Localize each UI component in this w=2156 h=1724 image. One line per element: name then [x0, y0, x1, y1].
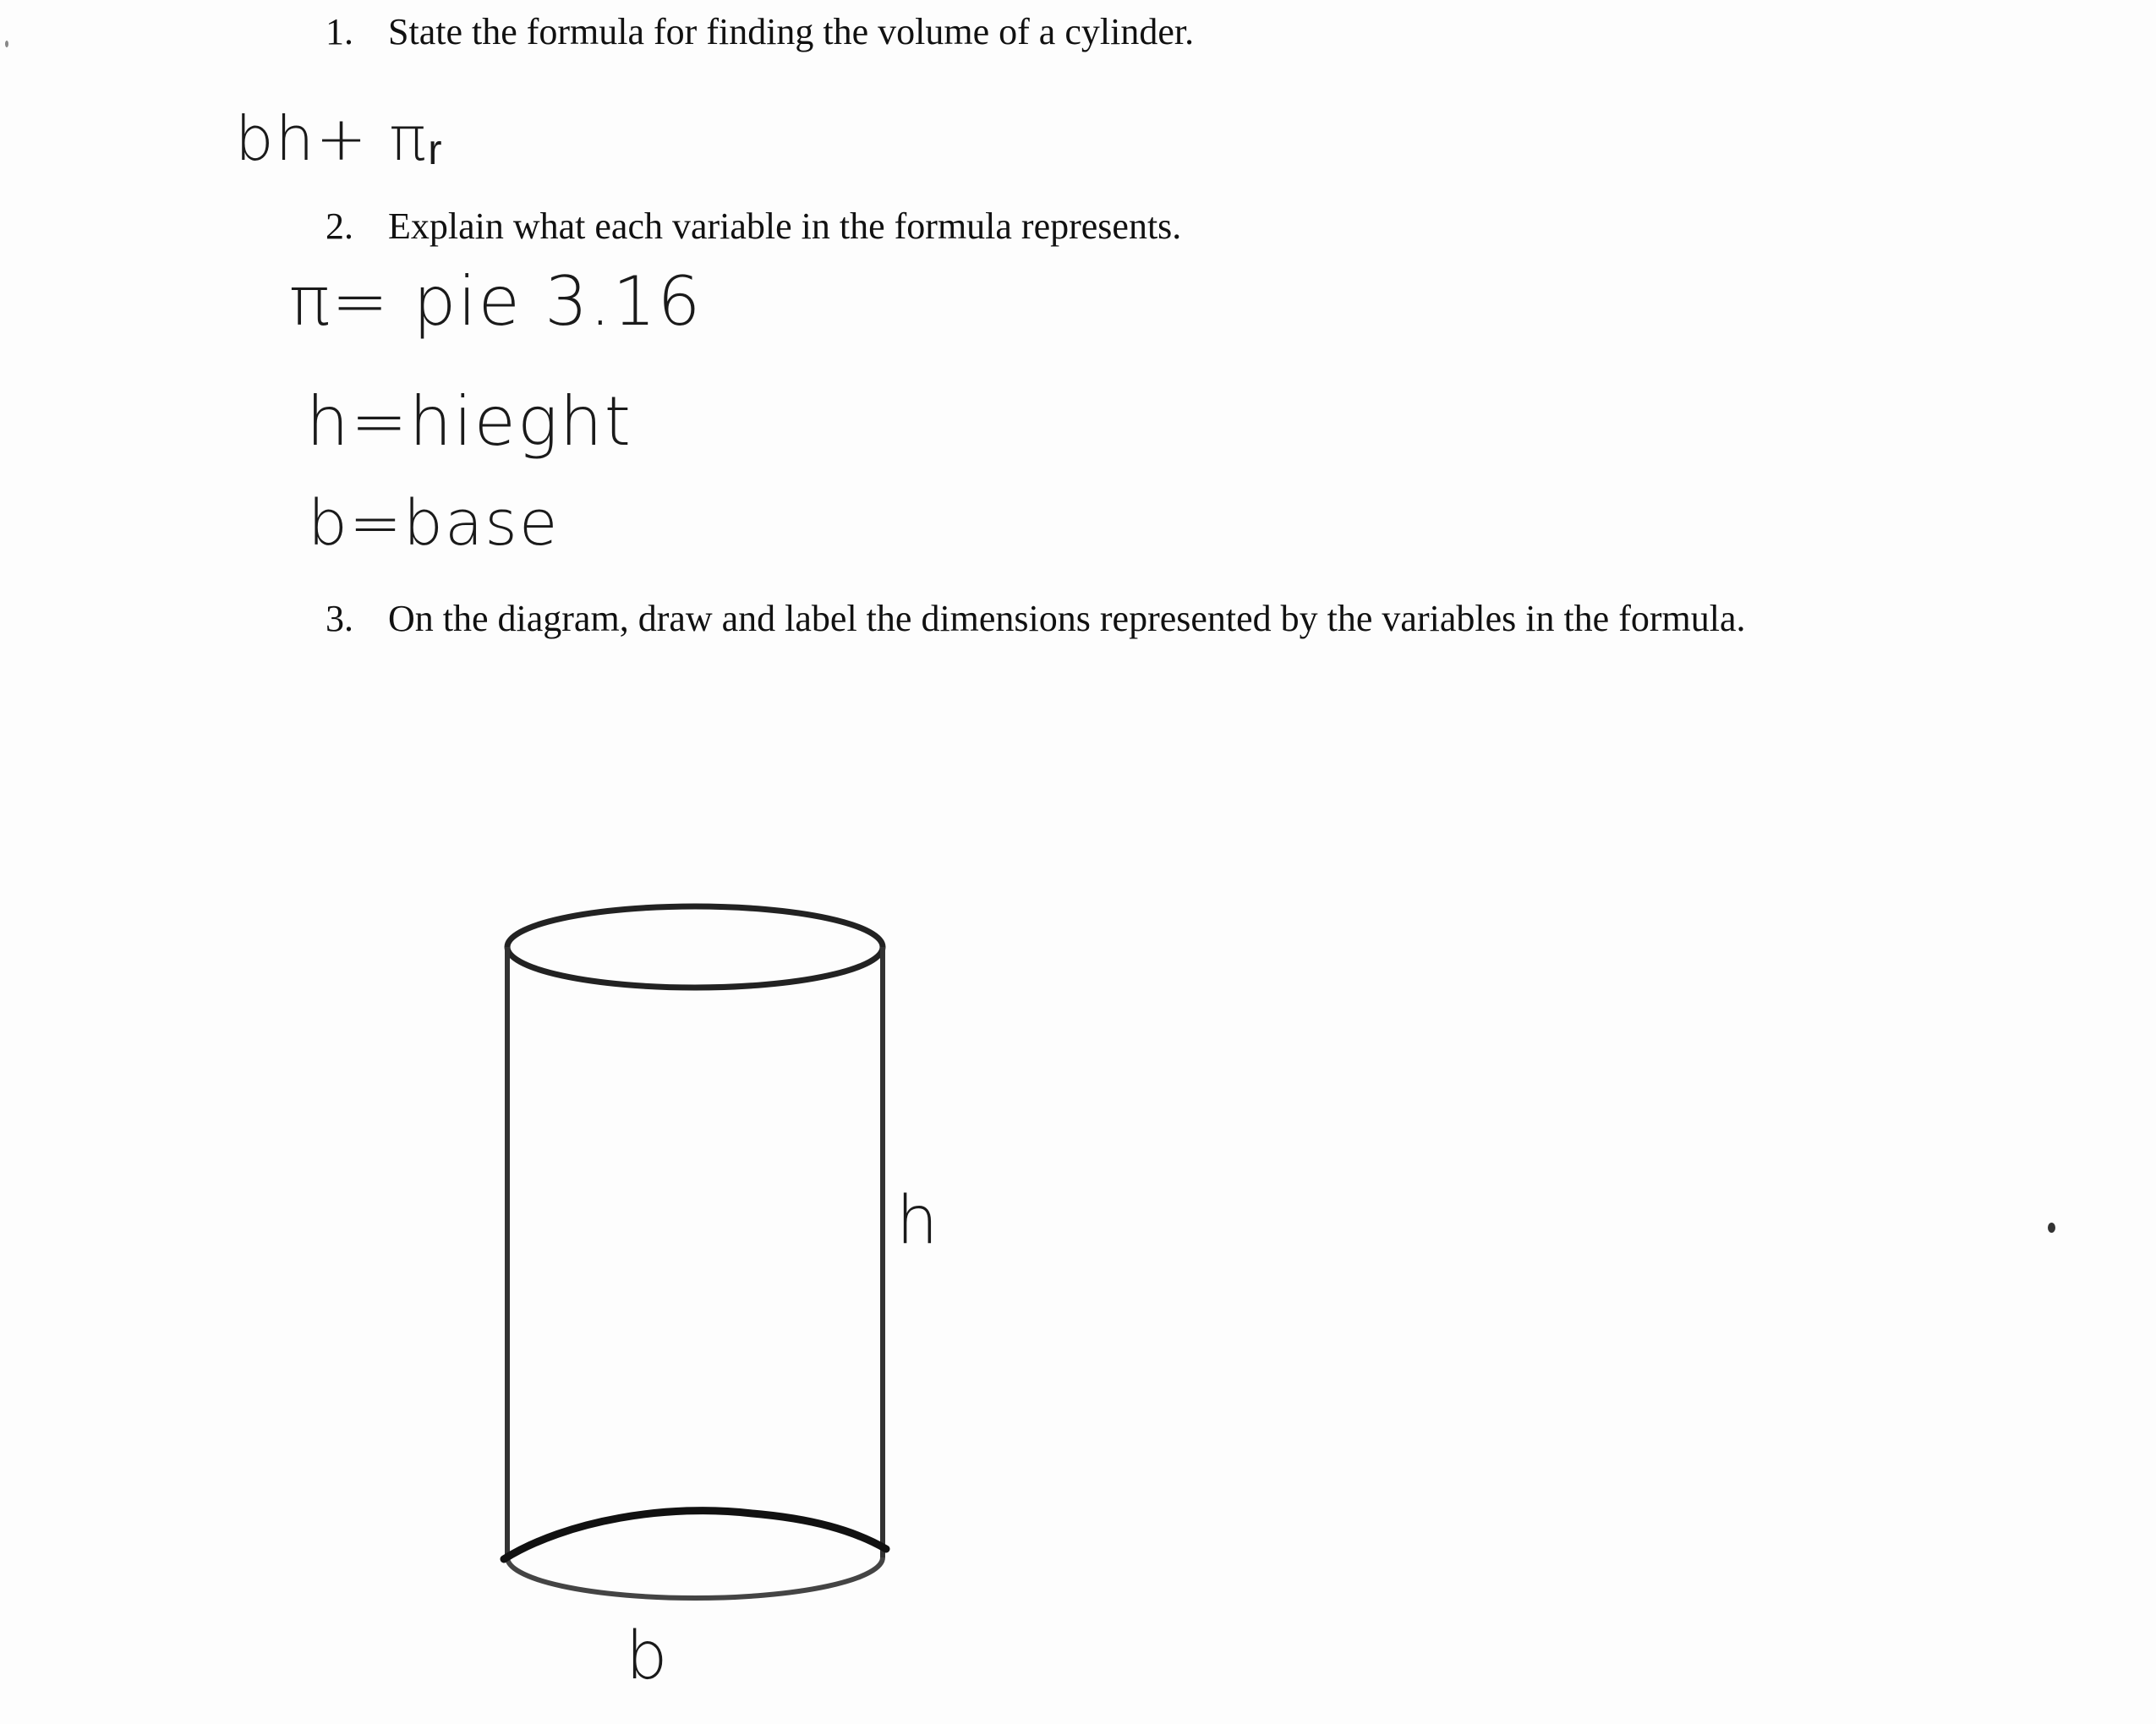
cylinder-diagram	[473, 879, 1065, 1708]
answer-2-pi-definition: π= pie 3.16	[289, 262, 703, 341]
question-2-text: Explain what each variable in the formula represents.	[388, 205, 1182, 247]
question-1-text: State the formula for finding the volume of a cylinder.	[388, 11, 1195, 52]
cylinder-top-ellipse	[507, 906, 883, 988]
question-3-number: 3.	[326, 598, 353, 639]
cylinder-bottom-back-arc-drawn	[504, 1511, 886, 1559]
question-3-text: On the diagram, draw and label the dimensions represented by the variables in the formula.	[388, 598, 1746, 639]
paper-speck	[5, 41, 8, 47]
answer-2-h-definition: h=hieght	[306, 382, 632, 461]
paper-speck	[2048, 1223, 2055, 1233]
answer-1-formula: bh+ πᵣ	[235, 103, 445, 174]
height-label: h	[896, 1183, 938, 1259]
answer-2-b-definition: b=base	[308, 487, 560, 560]
question-1-number: 1.	[326, 11, 353, 52]
question-2-number: 2.	[326, 205, 353, 247]
cylinder-bottom-front-arc	[507, 1557, 883, 1598]
base-label: b	[626, 1618, 668, 1694]
